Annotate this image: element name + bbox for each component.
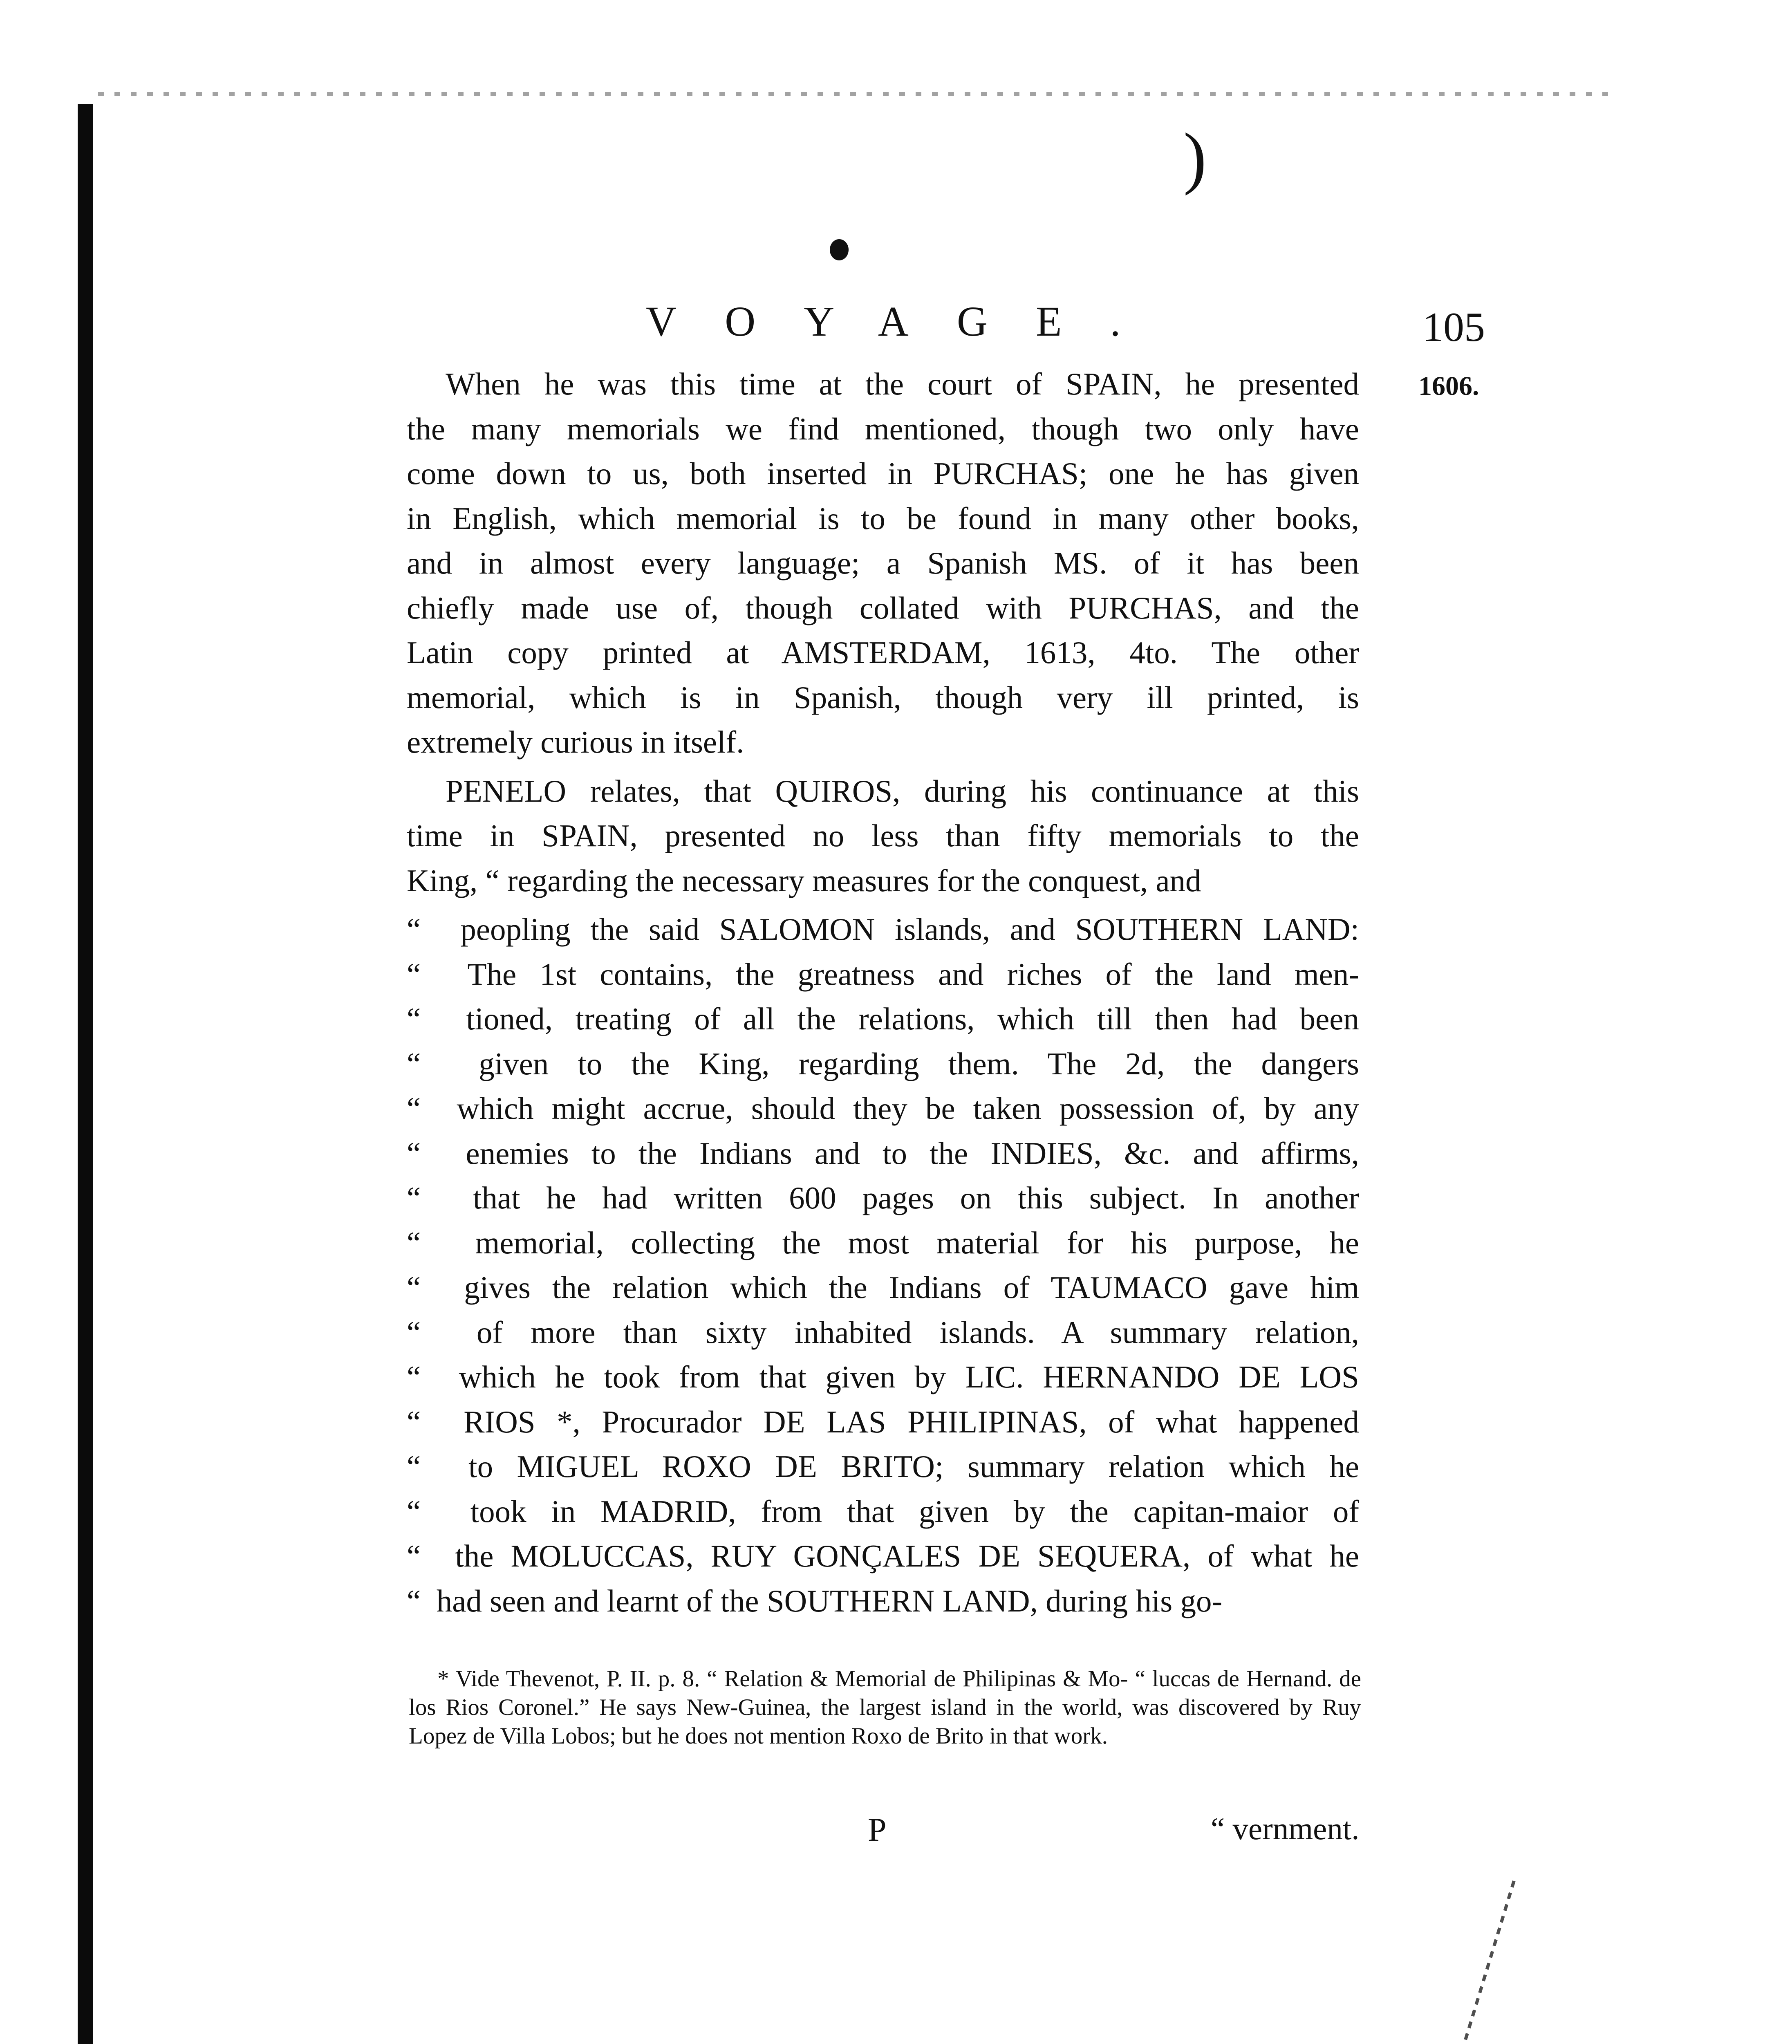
text-line: time in SPAIN, presented no less than fifty memorials to the (407, 818, 1359, 853)
text-line: “ had seen and learnt of the SOUTHERN LAND, during his go- (407, 1579, 1359, 1624)
text-line: extremely curious in itself. (407, 724, 744, 760)
text-line: in English, which memorial is to be found in many other books, (407, 500, 1359, 536)
page-number: 105 (1422, 304, 1485, 350)
scan-top-edge (98, 92, 1611, 96)
text-line: “ which he took from that given by LIC. HERNANDO DE LOS (407, 1355, 1359, 1400)
paragraph (407, 907, 1359, 1623)
scan-right-edge (1438, 1880, 1516, 2044)
text-line: “ to MIGUEL ROXO DE BRITO; summary relation which he (407, 1444, 1359, 1489)
text-line: “ tioned, treating of all the relations, which till then had been (407, 997, 1359, 1042)
text-line: the many memorials we find mentioned, though two only have (407, 411, 1359, 446)
margin-year-note: 1606. (1418, 371, 1479, 401)
text-line: and in almost every language; a Spanish MS. of it has been (407, 545, 1359, 580)
text-line: PENELO relates, that QUIROS, during his continuance at this (446, 773, 1359, 809)
text-line: “ peopling the said SALOMON islands, and SOUTHERN LAND: (407, 907, 1359, 952)
text-line: memorial, which is in Spanish, though very ill printed, is (407, 679, 1359, 715)
text-line: When he was this time at the court of SPAIN, he presented (446, 366, 1359, 401)
paragraph (407, 362, 1359, 765)
text-line: “ enemies to the Indians and to the INDIES, &c. and affirms, (407, 1131, 1359, 1176)
text-line: “ that he had written 600 pages on this subject. In another (407, 1176, 1359, 1221)
text-line: “ given to the King, regarding them. The 2d, the dangers (407, 1042, 1359, 1087)
running-head: VOYAGE. (646, 298, 1169, 345)
text-line: “ took in MADRID, from that given by the capitan-maior of (407, 1489, 1359, 1534)
body-text (407, 362, 1359, 1623)
text-line: chiefly made use of, though collated with PURCHAS, and the (407, 590, 1359, 625)
text-line: “ RIOS *, Procurador DE LAS PHILIPINAS, of what happened (407, 1400, 1359, 1445)
text-line: “ gives the relation which the Indians of TAUMACO gave him (407, 1265, 1359, 1310)
footnote (409, 1665, 1361, 1750)
text-line: “ which might accrue, should they be taken possession of, by any (407, 1086, 1359, 1131)
catchword: “ vernment. (1211, 1811, 1360, 1846)
text-line: “ The 1st contains, the greatness and riches of the land men- (407, 952, 1359, 997)
scan-binding-shadow (78, 104, 93, 2044)
footnote-text: * Vide Thevenot, P. II. p. 8. “ Relation & Memorial de Philipinas & Mo- “ luccas de Hernand. de los Rios Coronel.” He says New-Guinea, the largest island in the world, was discovered by Ruy Lopez de Villa Lobos; but he does not mention Roxo de Brito in that work. (409, 1666, 1361, 1749)
text-line: King, “ regarding the necessary measures for the conquest, and (407, 863, 1201, 898)
paragraph (407, 769, 1359, 903)
text-line: “ memorial, collecting the most material for his purpose, he (407, 1221, 1359, 1266)
ink-dot (830, 239, 849, 260)
text-line: “ of more than sixty inhabited islands. A summary relation, (407, 1310, 1359, 1355)
ornament-mark: ) (1183, 119, 1207, 196)
signature-mark: P (868, 1811, 887, 1848)
text-line: Latin copy printed at AMSTERDAM, 1613, 4to. The other (407, 635, 1359, 670)
text-line: come down to us, both inserted in PURCHAS; one he has given (407, 456, 1359, 491)
text-line: “ the MOLUCCAS, RUY GONÇALES DE SEQUERA, of what he (407, 1534, 1359, 1579)
